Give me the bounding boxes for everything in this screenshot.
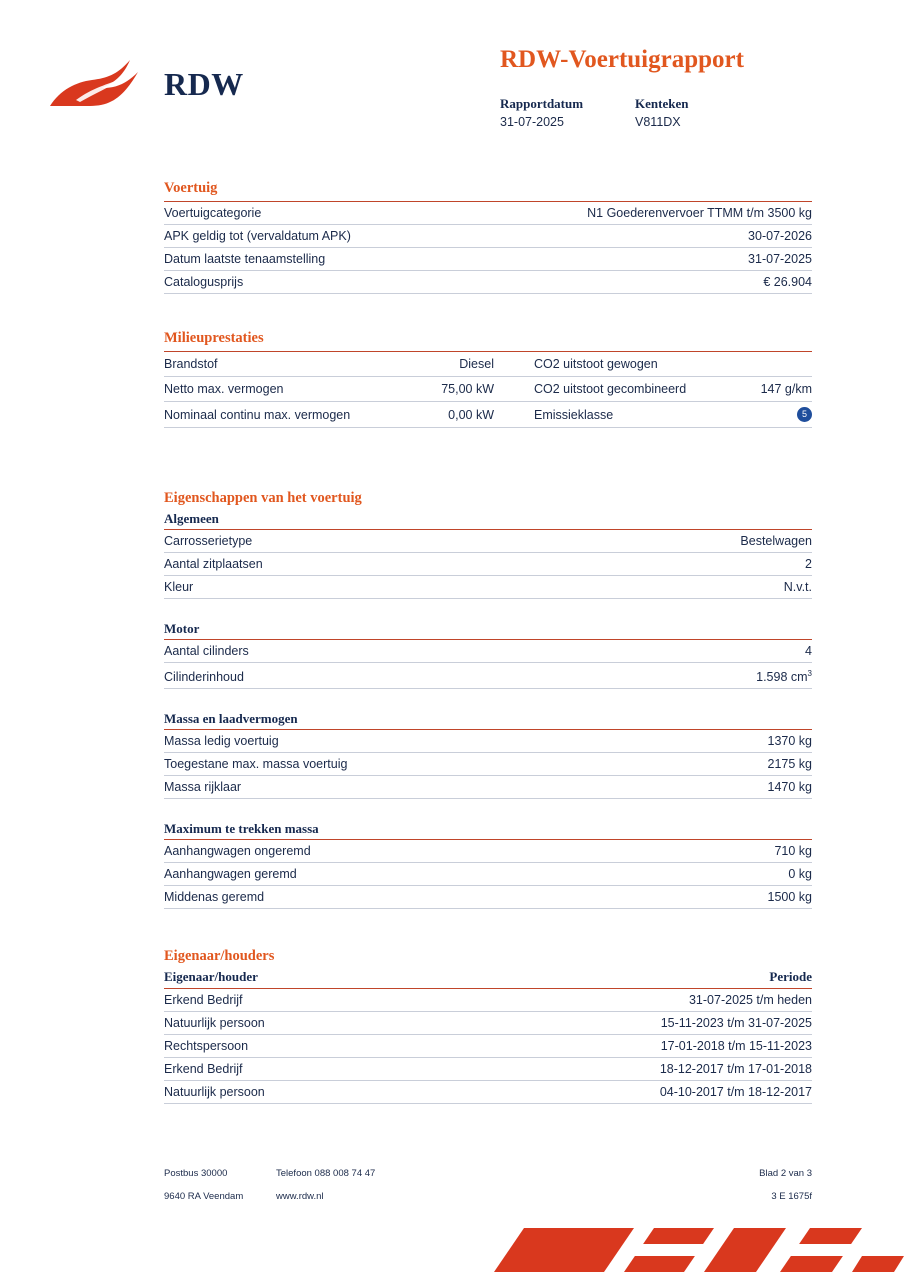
- row-value: 4: [555, 640, 812, 663]
- group-title-trekken: Maximum te trekken massa: [164, 821, 319, 837]
- row-label-right: CO2 uitstoot gewogen: [524, 352, 724, 377]
- owner-name: Rechtspersoon: [164, 1035, 422, 1058]
- table-row: [164, 202, 812, 225]
- row-value: 2175 kg: [686, 753, 812, 776]
- table-row: [164, 730, 812, 753]
- properties-motor-table: [164, 639, 812, 689]
- group-title-massa: Massa en laadvermogen: [164, 711, 298, 727]
- table-row: [164, 352, 812, 377]
- environment-table: [164, 351, 812, 428]
- row-label: Cilinderinhoud: [164, 663, 555, 689]
- row-value: 1500 kg: [661, 886, 812, 909]
- table-row: [164, 1058, 812, 1081]
- section-vehicle-title: Voertuig: [164, 180, 218, 196]
- row-value-left: Diesel: [369, 352, 524, 377]
- row-label: Aantal cilinders: [164, 640, 555, 663]
- properties-trekken-table: [164, 839, 812, 909]
- table-row: [164, 530, 812, 553]
- footer-website[interactable]: www.rdw.nl: [276, 1191, 324, 1202]
- row-label: APK geldig tot (vervaldatum APK): [164, 225, 458, 248]
- report-date-value: 31-07-2025: [500, 115, 564, 129]
- owner-name: Natuurlijk persoon: [164, 1012, 422, 1035]
- row-value: Bestelwagen: [540, 530, 812, 553]
- row-value: 31-07-2025: [458, 248, 812, 271]
- row-label-right: CO2 uitstoot gecombineerd: [524, 377, 724, 402]
- table-row: [164, 640, 812, 663]
- owners-table: [164, 969, 812, 1104]
- row-label: Toegestane max. massa voertuig: [164, 753, 686, 776]
- row-label: Massa rijklaar: [164, 776, 686, 799]
- row-label: Aanhangwagen ongeremd: [164, 840, 661, 863]
- table-row: [164, 553, 812, 576]
- section-owners: [164, 948, 812, 1104]
- row-label: Massa ledig voertuig: [164, 730, 686, 753]
- table-row: [164, 271, 812, 294]
- row-label: Kleur: [164, 576, 540, 599]
- rdw-logo-icon: [46, 54, 158, 114]
- section-owners-title: Eigenaar/houders: [164, 948, 275, 964]
- section-vehicle: [164, 180, 812, 294]
- table-row: [164, 1081, 812, 1104]
- row-value: 710 kg: [661, 840, 812, 863]
- licence-value: V811DX: [635, 115, 681, 129]
- table-row: [164, 1035, 812, 1058]
- report-date-label: Rapportdatum: [500, 96, 584, 111]
- table-row: [164, 663, 812, 689]
- row-value: € 26.904: [458, 271, 812, 294]
- column-header-owner: Eigenaar/houder: [164, 969, 422, 989]
- owner-period: 04-10-2017 t/m 18-12-2017: [422, 1081, 812, 1104]
- rdw-wordmark: RDW: [164, 66, 244, 102]
- row-value: 0 kg: [661, 863, 812, 886]
- document-footer: [164, 1168, 812, 1214]
- row-label: Aantal zitplaatsen: [164, 553, 540, 576]
- row-value-right: 147 g/km: [724, 377, 812, 402]
- row-value: 1.598 cm: [756, 670, 808, 685]
- row-value: 2: [540, 553, 812, 576]
- table-row: [164, 989, 812, 1012]
- footer-address-line1: Postbus 30000: [164, 1168, 228, 1179]
- row-value: N.v.t.: [540, 576, 812, 599]
- report-meta: [500, 96, 830, 129]
- row-label: Middenas geremd: [164, 886, 661, 909]
- owner-period: 17-01-2018 t/m 15-11-2023: [422, 1035, 812, 1058]
- row-label: Catalogusprijs: [164, 271, 458, 294]
- row-value: 1470 kg: [686, 776, 812, 799]
- row-value-superscript: 3: [807, 669, 812, 678]
- row-label: Datum laatste tenaamstelling: [164, 248, 458, 271]
- owner-name: Natuurlijk persoon: [164, 1081, 422, 1104]
- section-environment: [164, 330, 812, 428]
- row-label-left: Brandstof: [164, 352, 369, 377]
- row-label: Carrosserietype: [164, 530, 540, 553]
- row-value-left: 0,00 kW: [369, 402, 524, 428]
- document-header: [0, 28, 904, 148]
- column-header-period: Periode: [422, 969, 812, 989]
- owner-period: 18-12-2017 t/m 17-01-2018: [422, 1058, 812, 1081]
- table-row: [164, 1012, 812, 1035]
- owner-period: 31-07-2025 t/m heden: [422, 989, 812, 1012]
- table-row: [164, 753, 812, 776]
- table-row: [164, 576, 812, 599]
- vehicle-table: [164, 201, 812, 294]
- table-row: [164, 248, 812, 271]
- owner-period: 15-11-2023 t/m 31-07-2025: [422, 1012, 812, 1035]
- row-label-left: Nominaal continu max. vermogen: [164, 402, 369, 428]
- row-label: Voertuigcategorie: [164, 202, 458, 225]
- table-row: [164, 886, 812, 909]
- footer-decoration-icon: [484, 1210, 904, 1280]
- table-row: [164, 863, 812, 886]
- row-value: 1370 kg: [686, 730, 812, 753]
- row-label-left: Netto max. vermogen: [164, 377, 369, 402]
- group-title-algemeen: Algemeen: [164, 511, 219, 526]
- section-properties: [164, 490, 812, 909]
- licence-label: Kenteken: [635, 96, 689, 111]
- footer-form-code: 3 E 1675f: [771, 1191, 812, 1202]
- row-label-right: Emissieklasse: [524, 402, 724, 428]
- section-properties-title: Eigenschappen van het voertuig: [164, 490, 362, 506]
- owner-name: Erkend Bedrijf: [164, 1058, 422, 1081]
- table-header-row: [164, 969, 812, 989]
- emission-class-badge: 5: [797, 407, 812, 422]
- properties-algemeen-table: [164, 529, 812, 599]
- row-value-left: 75,00 kW: [369, 377, 524, 402]
- row-value-right-badge: [724, 402, 812, 428]
- row-label: Aanhangwagen geremd: [164, 863, 661, 886]
- table-row: [164, 402, 812, 428]
- owner-name: Erkend Bedrijf: [164, 989, 422, 1012]
- row-value: N1 Goederenvervoer TTMM t/m 3500 kg: [458, 202, 812, 225]
- row-value-right: [724, 352, 812, 377]
- group-title-motor: Motor: [164, 621, 200, 636]
- row-value: 30-07-2026: [458, 225, 812, 248]
- footer-address-line2: 9640 RA Veendam: [164, 1191, 244, 1202]
- table-row: [164, 377, 812, 402]
- footer-page: Blad 2 van 3: [759, 1168, 812, 1179]
- table-row: [164, 225, 812, 248]
- row-value-cilinderinhoud: [555, 663, 812, 689]
- properties-massa-table: [164, 729, 812, 799]
- table-row: [164, 840, 812, 863]
- section-environment-title: Milieuprestaties: [164, 330, 264, 346]
- footer-phone: Telefoon 088 008 74 47: [276, 1168, 376, 1179]
- report-title: RDW-Voertuigrapport: [500, 46, 744, 73]
- table-row: [164, 776, 812, 799]
